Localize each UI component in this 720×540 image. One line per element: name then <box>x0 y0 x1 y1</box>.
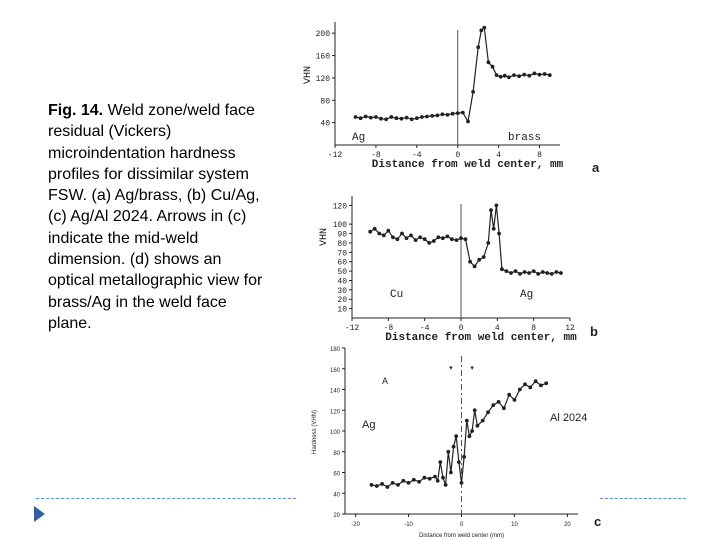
data-point <box>451 112 455 116</box>
data-point <box>476 45 480 49</box>
data-point <box>468 434 472 438</box>
data-point <box>436 235 440 239</box>
x-tick-label: 0 <box>458 324 464 333</box>
y-tick-label: 30 <box>337 286 347 296</box>
data-point <box>518 272 522 276</box>
data-point <box>462 455 466 459</box>
y-tick-label: 120 <box>332 202 347 212</box>
y-tick-label: 20 <box>333 513 340 519</box>
data-point <box>481 419 485 423</box>
data-point <box>514 269 518 273</box>
data-point <box>495 73 499 77</box>
data-point <box>454 434 458 438</box>
data-point <box>544 381 548 385</box>
data-point <box>477 258 481 262</box>
y-tick-label: 90 <box>337 230 347 240</box>
x-tick-label: 8 <box>537 151 542 160</box>
data-point <box>425 115 429 119</box>
data-point <box>389 115 393 119</box>
data-point <box>497 232 501 236</box>
data-point <box>364 115 368 119</box>
x-tick-label: -20 <box>351 522 360 528</box>
data-point <box>527 74 531 78</box>
annotation-label: A <box>382 376 389 386</box>
data-point <box>473 265 477 269</box>
data-point <box>486 241 490 245</box>
data-point <box>466 120 470 124</box>
data-point <box>538 73 542 77</box>
data-point <box>400 232 404 236</box>
data-point <box>505 269 509 273</box>
data-point <box>395 116 399 120</box>
right-material-label: Ag <box>520 289 534 301</box>
data-point <box>468 260 472 264</box>
data-point <box>513 398 517 402</box>
y-tick-label: 40 <box>333 492 340 499</box>
data-point <box>545 271 549 275</box>
data-point <box>438 460 442 464</box>
data-point <box>482 26 486 30</box>
panel-label: a <box>592 160 600 175</box>
data-point <box>410 117 414 121</box>
y-tick-label: 40 <box>337 277 347 287</box>
x-tick-label: -10 <box>404 522 413 528</box>
y-axis-label: VHN <box>319 227 330 247</box>
y-tick-label: 20 <box>337 296 347 306</box>
x-tick-label: 8 <box>531 324 537 333</box>
y-axis-label: VHN <box>303 65 314 85</box>
data-point <box>444 483 448 487</box>
data-point <box>459 236 463 240</box>
data-point <box>405 236 409 240</box>
data-point <box>464 237 468 241</box>
data-point <box>359 116 363 120</box>
data-point <box>380 482 384 486</box>
data-point <box>473 408 477 412</box>
data-point <box>497 400 501 404</box>
y-tick-label: 60 <box>337 258 347 268</box>
x-tick-label: -8 <box>383 324 394 333</box>
data-point <box>503 74 507 78</box>
y-tick-label: 60 <box>333 471 340 478</box>
figure-label: Fig. 14. <box>48 102 104 119</box>
data-point <box>412 478 416 482</box>
data-point <box>457 460 461 464</box>
data-point <box>502 406 506 410</box>
data-point <box>428 477 432 481</box>
data-point <box>417 480 421 484</box>
y-tick-label: 160 <box>329 367 340 374</box>
data-point <box>522 73 526 77</box>
data-point <box>452 445 456 449</box>
data-point <box>533 72 537 76</box>
y-tick-label: 140 <box>329 388 340 395</box>
data-point <box>456 111 460 115</box>
data-point <box>486 410 490 414</box>
data-point <box>369 116 373 120</box>
right-material-label: Al 2024 <box>550 412 588 424</box>
panel-label: c <box>594 514 602 529</box>
data-point <box>482 255 486 259</box>
data-point <box>420 115 424 119</box>
x-tick-label: -12 <box>327 151 343 160</box>
data-point <box>396 237 400 241</box>
divider-right <box>600 498 686 499</box>
y-tick-label: 80 <box>333 450 340 457</box>
data-point <box>517 74 521 78</box>
x-tick-label: -4 <box>412 151 422 160</box>
data-point <box>386 229 390 233</box>
data-point <box>423 476 427 480</box>
data-point <box>507 393 511 397</box>
next-slide-arrow-icon[interactable] <box>34 506 45 522</box>
data-point <box>479 29 483 33</box>
data-point <box>435 114 439 118</box>
data-point <box>471 90 475 94</box>
data-point <box>548 73 552 77</box>
data-point <box>495 204 499 208</box>
data-point <box>512 73 516 77</box>
x-tick-label: 4 <box>496 151 502 160</box>
y-tick-label: 10 <box>337 305 347 315</box>
data-point <box>487 60 491 64</box>
data-point <box>523 270 527 274</box>
data-point <box>382 234 386 238</box>
data-point <box>507 75 511 79</box>
data-point <box>414 238 418 242</box>
chart-panel-a <box>303 22 600 175</box>
x-axis-label: Distance from weld center (mm) <box>418 533 505 539</box>
y-tick-label: 160 <box>315 52 330 62</box>
y-tick-label: 80 <box>337 239 347 249</box>
y-tick-label: 120 <box>329 409 340 416</box>
data-point <box>415 116 419 120</box>
data-point <box>518 388 522 392</box>
data-point <box>465 419 469 423</box>
data-point <box>368 230 372 234</box>
data-point <box>423 237 427 241</box>
panel-label: b <box>590 324 598 339</box>
left-material-label: Cu <box>390 289 404 301</box>
y-tick-label: 40 <box>320 119 330 129</box>
data-point <box>450 237 454 241</box>
data-point <box>384 117 388 121</box>
data-point <box>536 272 540 276</box>
data-point <box>491 403 495 407</box>
data-point <box>528 386 532 390</box>
x-tick-label: 10 <box>511 522 518 528</box>
y-tick-label: 100 <box>332 221 347 231</box>
data-point <box>418 235 422 239</box>
data-point <box>492 227 496 231</box>
y-tick-label: 200 <box>315 30 330 40</box>
data-point <box>446 113 450 117</box>
chart-panel-b <box>319 196 598 344</box>
data-point <box>441 476 445 480</box>
data-point <box>432 239 436 243</box>
data-point <box>436 479 440 483</box>
data-point <box>534 379 538 383</box>
x-axis-label: Distance from weld center, mm <box>385 332 577 344</box>
data-point <box>543 72 547 76</box>
data-point <box>377 232 381 236</box>
divider-left <box>36 498 296 499</box>
y-tick-label: 70 <box>337 249 347 259</box>
data-point <box>489 208 493 212</box>
data-point <box>441 112 445 116</box>
x-tick-label: -4 <box>419 324 430 333</box>
data-point <box>430 114 434 118</box>
x-axis-label: Distance from weld center, mm <box>371 159 564 171</box>
data-point <box>527 271 531 275</box>
data-point <box>509 271 513 275</box>
data-point <box>539 384 543 388</box>
x-tick-label: -12 <box>344 324 360 333</box>
data-point <box>400 117 404 121</box>
data-point <box>476 424 480 428</box>
data-point <box>499 75 503 79</box>
data-point <box>500 267 504 271</box>
data-point <box>391 481 395 485</box>
data-point <box>541 270 545 274</box>
data-point <box>470 429 474 433</box>
data-point <box>460 481 464 485</box>
x-tick-label: -8 <box>371 151 381 160</box>
y-axis-label: Hardness (VHN) <box>312 409 318 455</box>
data-point <box>386 485 390 489</box>
data-point <box>370 483 374 487</box>
data-point <box>446 235 450 239</box>
data-point <box>461 111 465 115</box>
data-point <box>407 481 411 485</box>
y-tick-label: 80 <box>320 97 330 107</box>
data-point <box>379 117 383 121</box>
data-point <box>550 272 554 276</box>
data-point <box>523 382 527 386</box>
y-tick-label: 100 <box>329 430 340 436</box>
y-tick-label: 120 <box>315 74 330 84</box>
data-point <box>401 479 405 483</box>
data-point <box>559 271 563 275</box>
y-tick-label: 50 <box>337 268 347 278</box>
left-material-label: Ag <box>352 132 366 144</box>
y-tick-label: 180 <box>329 347 340 353</box>
data-point <box>455 238 459 242</box>
data-point <box>373 227 377 231</box>
mid-weld-arrow-icon: ▾ <box>449 365 453 372</box>
chart-panel-c <box>312 347 601 539</box>
x-tick-label: 20 <box>564 522 571 528</box>
data-point <box>354 115 358 119</box>
x-tick-label: 0 <box>459 522 464 528</box>
data-point <box>405 116 409 120</box>
right-material-label: brass <box>508 132 542 144</box>
data-point <box>375 484 379 488</box>
x-tick-label: 4 <box>494 324 500 333</box>
data-point <box>427 241 431 245</box>
data-point <box>396 483 400 487</box>
data-point <box>409 234 413 238</box>
data-point <box>555 270 559 274</box>
data-point <box>532 269 536 273</box>
x-tick-label: 0 <box>455 151 461 160</box>
x-tick-label: 12 <box>565 324 575 333</box>
series-line <box>372 381 547 487</box>
data-point <box>491 65 495 69</box>
data-point <box>441 236 445 240</box>
data-point <box>433 475 437 479</box>
data-point <box>374 115 378 119</box>
series-line <box>356 28 550 122</box>
data-point <box>449 471 453 475</box>
data-point <box>391 235 395 239</box>
mid-weld-arrow-icon: ▾ <box>470 365 474 372</box>
data-point <box>446 450 450 454</box>
left-material-label: Ag <box>362 419 376 431</box>
caption-text: Weld zone/weld face residual (Vickers) microindentation hardness profiles for dissimilar system FSW. (a) Ag/brass, (b) Cu/Ag, (c) Ag/Al 2024. Arrows in (c) indicate the mid-weld dimension. (d) shows an optical metallographic view for brass/Ag in the weld face plane. <box>48 102 263 332</box>
